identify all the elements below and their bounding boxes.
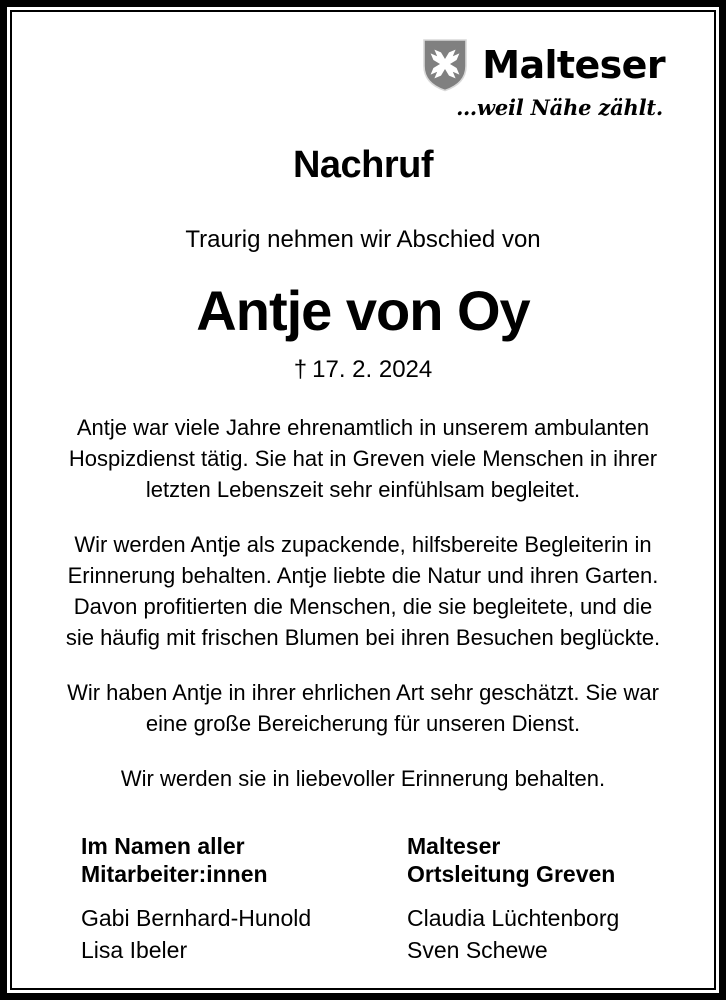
signatory-column-staff bbox=[81, 832, 407, 966]
signatory-names bbox=[407, 902, 726, 966]
eulogy-paragraph: Wir werden sie in liebevoller Erinnerung behalten. bbox=[120, 766, 606, 791]
eulogy-paragraph: Wir werden Antje als zupackende, hilfsbereite Begleiterin in Erinnerung behalten. Antje liebte die Natur und ihren Garten. Davon profitierten die Menschen, die sie begleitete, und die sie häufig mit frischen Blumen bei ihren Besuchen beglückte. bbox=[65, 532, 661, 650]
signatory-name: Gabi Bernhard-Hunold bbox=[81, 905, 312, 931]
obituary-content bbox=[12, 12, 714, 988]
deceased-name: Antje von Oy bbox=[196, 279, 530, 342]
dagger-icon: † bbox=[293, 356, 308, 383]
death-date-value: 17. 2. 2024 bbox=[312, 356, 433, 383]
malteser-shield-cross-icon bbox=[422, 38, 468, 92]
signatory-column-leadership bbox=[407, 832, 726, 966]
signatory-name: Lisa Ibeler bbox=[81, 937, 188, 963]
signatory-name: Sven Schewe bbox=[407, 937, 548, 963]
signatory-heading-line2: Ortsleitung Greven bbox=[407, 861, 616, 887]
frame-inner-rule bbox=[10, 10, 716, 990]
eulogy-paragraph: Wir haben Antje in ihrer ehrlichen Art sehr geschätzt. Sie war eine große Bereicherung für unseren Dienst. bbox=[67, 680, 659, 736]
signatory-heading-line2: Mitarbeiter:innen bbox=[81, 861, 268, 887]
signatory-heading-line1: Malteser bbox=[407, 833, 501, 859]
malteser-tagline: …weil Nähe zählt. bbox=[456, 95, 663, 120]
signatory-heading bbox=[407, 832, 726, 888]
lead-line: Traurig nehmen wir Abschied von bbox=[185, 226, 541, 253]
signatory-block bbox=[60, 832, 666, 966]
signatory-heading-line1: Im Namen aller bbox=[81, 833, 245, 859]
signatory-names bbox=[81, 902, 407, 966]
logo-mark-and-wordmark bbox=[422, 38, 665, 92]
signatory-name: Claudia Lüchtenborg bbox=[407, 905, 620, 931]
brand-logo-row bbox=[60, 38, 665, 120]
signatory-heading bbox=[81, 832, 407, 888]
page-title: Nachruf bbox=[292, 144, 434, 186]
malteser-wordmark: Malteser bbox=[482, 43, 665, 87]
eulogy-paragraph: Antje war viele Jahre ehrenamtlich in unserem ambulanten Hospizdienst tätig. Sie hat in Greven viele Menschen in ihrer letzten Lebenszeit sehr einfühlsam begleitet. bbox=[68, 415, 658, 502]
eulogy-text bbox=[60, 412, 666, 794]
malteser-logo bbox=[422, 38, 665, 120]
death-date bbox=[60, 356, 666, 384]
frame-white-gap bbox=[7, 7, 719, 993]
